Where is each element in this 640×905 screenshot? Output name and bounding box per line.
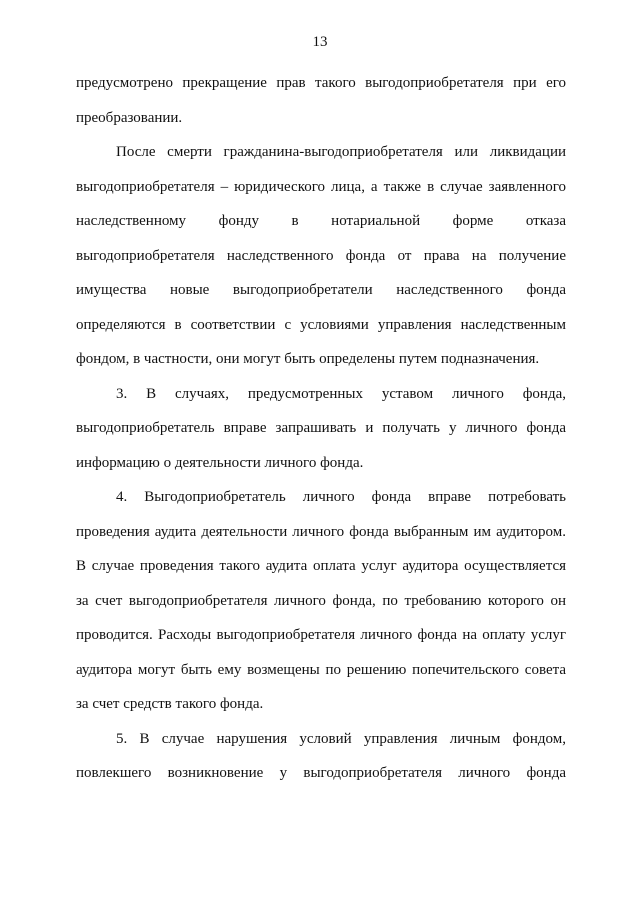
text-line: преобразовании. <box>76 109 183 126</box>
text-line: предусмотрено прекращение прав такого выгодоприобретателя при его <box>76 75 566 91</box>
text-line: за счет выгодоприобретателя личного фонда, по требованию которого он <box>76 592 566 609</box>
text-line: выгодоприобретатель вправе запрашивать и получать у личного фонда <box>76 420 566 436</box>
text-line: имущества новые выгодоприобретатели наследственного фонда <box>76 282 566 298</box>
text-line: проводится. Расходы выгодоприобретателя личного фонда на оплату услуг <box>76 627 566 643</box>
text-line: выгодоприобретателя – юридического лица, а также в случае заявленного <box>76 178 566 195</box>
paragraph-continuation <box>76 66 566 135</box>
text-line: В случае проведения такого аудита оплата услуг аудитора осуществляется <box>76 558 566 574</box>
text-line: проведения аудита деятельности личного фонда выбранным им аудитором. <box>76 523 566 540</box>
text-line: наследственному фонду в нотариальной форме отказа <box>76 213 566 229</box>
paragraph-item-3 <box>76 377 566 481</box>
text-line: 4. Выгодоприобретатель личного фонда вправе потребовать <box>116 489 566 505</box>
document-body <box>76 66 566 791</box>
text-line: повлекшего возникновение у выгодоприобретателя личного фонда <box>76 765 566 781</box>
paragraph-item-4 <box>76 480 566 722</box>
page-number: 13 <box>312 34 328 50</box>
text-line: фондом, в частности, они могут быть определены путем подназначения. <box>76 351 540 367</box>
paragraph-item-5 <box>76 722 566 791</box>
text-line: После смерти гражданина-выгодоприобретателя или ликвидации <box>116 144 566 160</box>
text-line: 3. В случаях, предусмотренных уставом личного фонда, <box>116 385 566 402</box>
text-line: определяются в соответствии с условиями управления наследственным <box>76 316 566 333</box>
text-line: аудитора могут быть ему возмещены по решению попечительского совета <box>76 661 566 678</box>
text-line: выгодоприобретателя наследственного фонда от права на получение <box>76 247 566 264</box>
text-line: за счет средств такого фонда. <box>76 696 264 712</box>
text-line: информацию о деятельности личного фонда. <box>76 454 364 471</box>
paragraph-heirs <box>76 135 566 377</box>
text-line: 5. В случае нарушения условий управления личным фондом, <box>116 730 566 747</box>
